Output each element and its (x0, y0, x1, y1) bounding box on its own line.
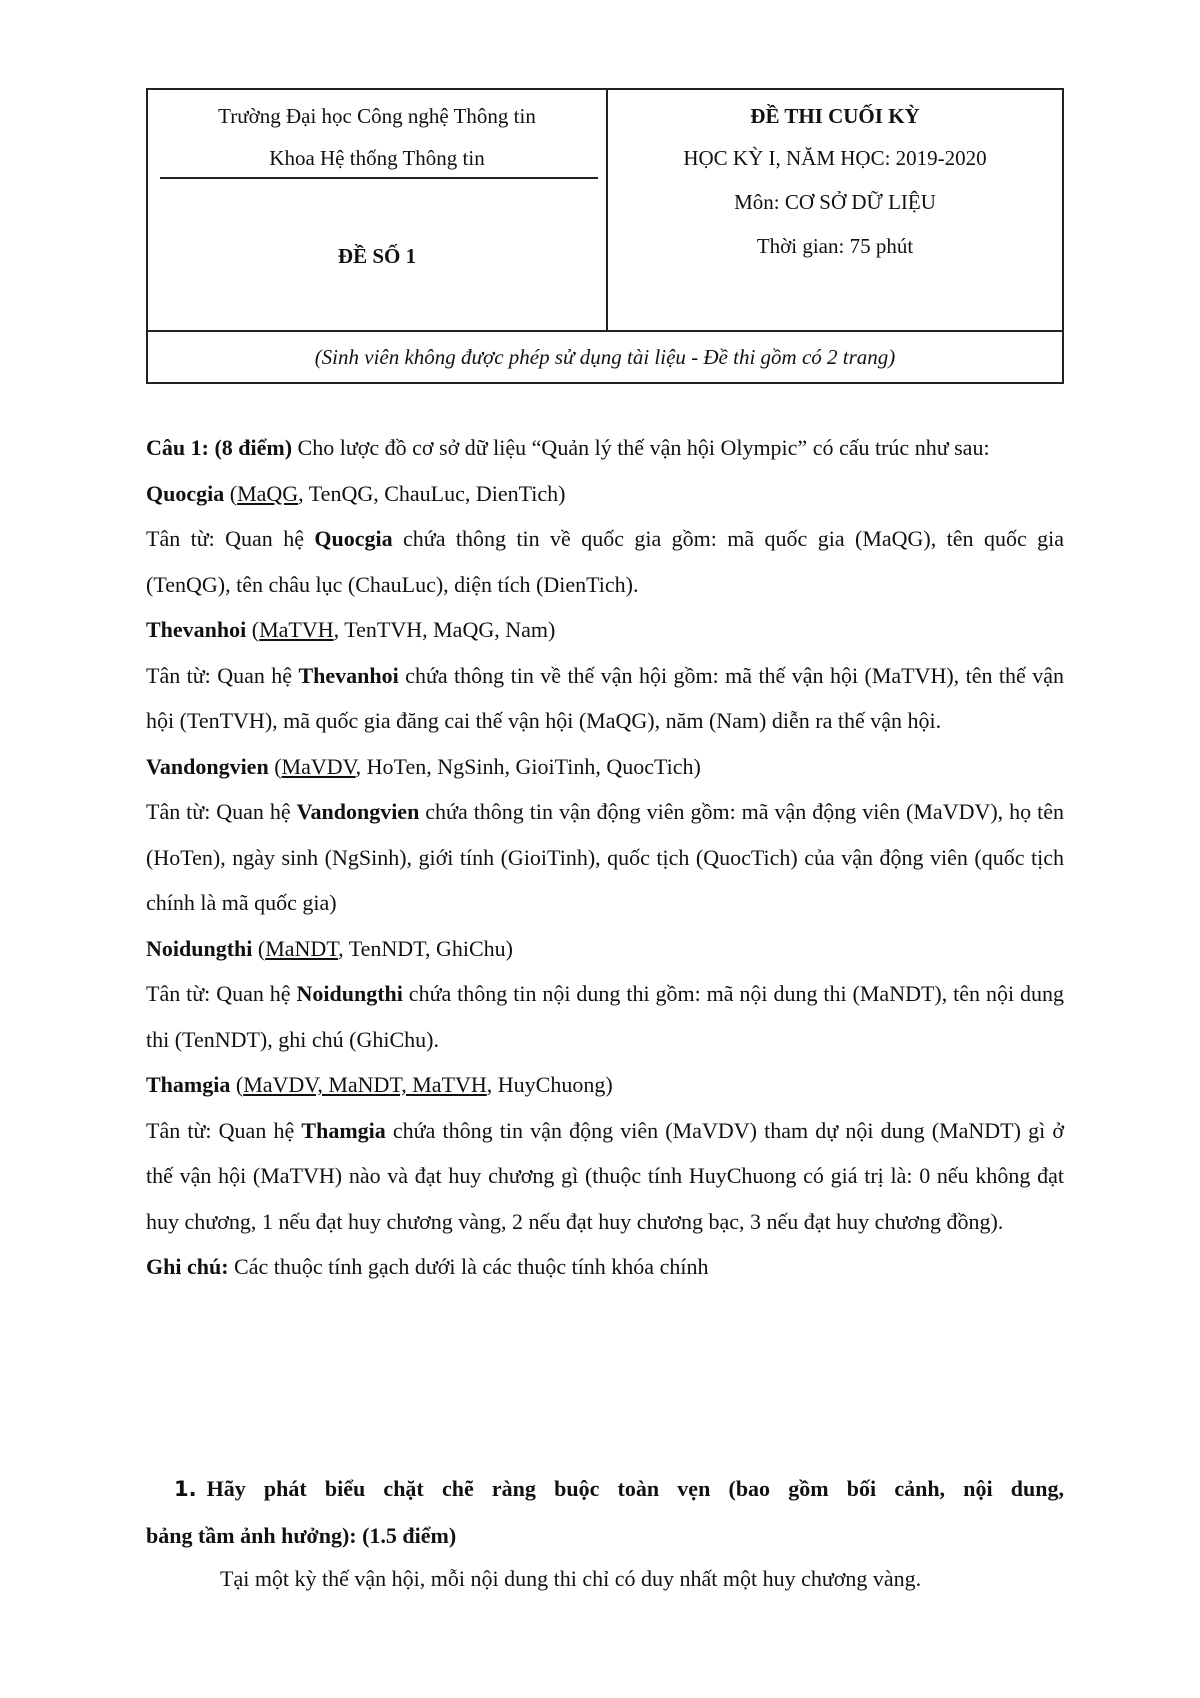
exam-rules-note: (Sinh viên không được phép sử dụng tài liệu - Đề thi gồm có 2 trang) (148, 330, 1062, 382)
primary-key: MaTVH (259, 617, 334, 642)
relation-paren: ( (246, 617, 260, 642)
schema-thamgia (146, 1062, 1064, 1108)
schema-noidungthi (146, 926, 1064, 972)
relation-name: Quocgia (146, 480, 225, 506)
note-label: Ghi chú: (146, 1254, 229, 1279)
note-text: Các thuộc tính gạch dưới là các thuộc tính khóa chính (228, 1254, 709, 1279)
schema-quocgia (146, 471, 1064, 517)
header-left-cell (148, 90, 608, 330)
primary-key: MaNDT (265, 935, 339, 961)
schema-vandongvien (146, 744, 1064, 790)
university-name: Trường Đại học Công nghệ Thông tin (218, 104, 536, 128)
desc-text: chứa thông tin vận động viên gồm: mã vận động viên (MaVDV), họ tên (HoTen), ngày sinh (NgSinh), giới tính (GioiTinh), quốc tịch (QuocTich) của vận động viên (quốc tịch chính là mã quốc gia) (146, 799, 1064, 915)
desc-prefix: Tân từ: Quan hệ (146, 662, 299, 688)
relation-attributes: , HoTen, NgSinh, GioiTinh, QuocTich) (355, 753, 701, 779)
relation-attributes: , TenTVH, MaQG, Nam) (333, 617, 556, 642)
relation-name: Thevanhoi (146, 617, 247, 642)
desc-text: chứa thông tin về thế vận hội gồm: mã thế vận hội (MaTVH), tên thế vận hội (TenTVH), mã quốc gia đăng cai thế vận hội (MaQG), năm (Nam) diễn ra thế vận hội. (146, 662, 1064, 733)
desc-noidungthi (146, 971, 1064, 1062)
desc-thamgia (146, 1108, 1064, 1245)
desc-text: chứa thông tin nội dung thi gồm: mã nội dung thi (MaNDT), tên nội dung thi (TenNDT), ghi chú (GhiChu). (146, 981, 1064, 1052)
item-1-line-1 (146, 1466, 1064, 1513)
item-1-number: 1. (174, 1477, 197, 1501)
question-1-body (146, 425, 1064, 1290)
relation-paren: ( (252, 935, 266, 961)
desc-prefix: Tân từ: Quan hệ (146, 981, 297, 1006)
primary-key: MaVDV, MaNDT, MaTVH (243, 1072, 487, 1097)
exam-header-table (146, 88, 1064, 384)
desc-prefix: Tân từ: Quan hệ (146, 1117, 302, 1143)
exam-duration: Thời gian: 75 phút (756, 234, 914, 258)
desc-relation-name: Quocgia (314, 526, 393, 551)
item-1-heading (146, 1466, 1064, 1558)
schema-thevanhoi (146, 607, 1064, 653)
relation-name: Noidungthi (146, 935, 253, 961)
desc-text: chứa thông tin về quốc gia gồm: mã quốc gia (MaQG), tên quốc gia (TenQG), tên châu lục (ChauLuc), diện tích (DienTich). (146, 526, 1064, 597)
desc-relation-name: Vandongvien (296, 799, 420, 824)
relation-paren: ( (224, 480, 238, 506)
desc-quocgia (146, 516, 1064, 607)
desc-relation-name: Thamgia (301, 1117, 386, 1143)
desc-relation-name: Thevanhoi (298, 662, 399, 688)
question-1-intro-text: Cho lược đồ cơ sở dữ liệu “Quản lý thế vận hội Olympic” có cấu trúc như sau: (292, 435, 990, 460)
header-divider (160, 177, 598, 179)
item-1-line-2: bảng tầm ảnh hưởng): (1.5 điểm) (146, 1522, 457, 1548)
question-1-label: Câu 1: (146, 435, 209, 460)
primary-key: MaVDV (281, 753, 356, 779)
relation-attributes: , TenNDT, GhiChu) (338, 935, 513, 961)
desc-text: chứa thông tin vận động viên (MaVDV) tham dự nội dung (MaNDT) gì ở thế vận hội (MaTVH) nào và đạt huy chương gì (thuộc tính HuyChuong có giá trị là: 0 nếu không đạt huy chương, 1 nếu đạt huy chương vàng, 2 nếu đạt huy chương bạc, 3 nếu đạt huy chương đồng). (146, 1117, 1064, 1234)
desc-relation-name: Noidungthi (296, 981, 403, 1006)
relation-attributes: , HuyChuong) (486, 1072, 613, 1097)
header-right-cell (608, 90, 1062, 330)
relation-name: Thamgia (146, 1072, 231, 1097)
desc-thevanhoi (146, 653, 1064, 744)
relation-attributes: , TenQG, ChauLuc, DienTich) (298, 480, 566, 506)
item-1-statement: Tại một kỳ thế vận hội, mỗi nội dung thi chỉ có duy nhất một huy chương vàng. (220, 1566, 922, 1591)
primary-key-note (146, 1244, 1064, 1290)
relation-paren: ( (268, 753, 282, 779)
relation-paren: ( (230, 1072, 244, 1097)
desc-prefix: Tân từ: Quan hệ (146, 526, 315, 551)
subject-name: Môn: CƠ SỞ DỮ LIỆU (734, 190, 936, 214)
faculty-name: Khoa Hệ thống Thông tin (269, 146, 485, 170)
primary-key: MaQG (237, 480, 299, 506)
relation-name: Vandongvien (146, 753, 269, 779)
question-1-intro (146, 425, 1064, 471)
desc-vandongvien (146, 789, 1064, 926)
question-1-points: (8 điểm) (214, 435, 293, 460)
exam-number: ĐỀ SỐ 1 (337, 244, 417, 268)
item-1-text-1: Hãy phát biểu chặt chẽ ràng buộc toàn vẹn (bao gồm bối cảnh, nội dung, (206, 1476, 1064, 1501)
semester-info: HỌC KỲ I, NĂM HỌC: 2019-2020 (683, 146, 987, 170)
desc-prefix: Tân từ: Quan hệ (146, 799, 297, 824)
exam-title: ĐỀ THI CUỐI KỲ (750, 104, 920, 128)
